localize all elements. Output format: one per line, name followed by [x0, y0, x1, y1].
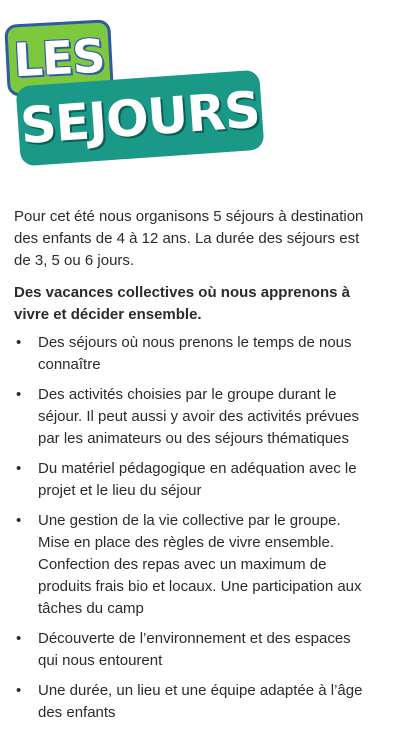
- intro-paragraph: Pour cet été nous organisons 5 séjours à destination des enfants de 4 à 12 ans. La durée des séjours est de 3, 5 ou 6 jours.: [14, 208, 364, 269]
- list-item: [14, 458, 364, 502]
- list-item-text: Découverte de l’environnement et des espaces qui nous entourent: [38, 630, 351, 669]
- bullet-icon: •: [16, 630, 22, 647]
- list-item-text: Des séjours où nous prenons le temps de nous connaître: [38, 334, 352, 373]
- bullet-list: [14, 332, 364, 724]
- bullet-icon: •: [16, 460, 22, 477]
- list-item-text: Une durée, un lieu et une équipe adaptée à l’âge des enfants: [38, 682, 363, 721]
- list-item-text: Une gestion de la vie collective par le groupe. Mise en place des règles de vivre ensemble. Confection des repas avec un maximum de produits frais bio et locaux. Une participation aux tâches du camp: [38, 512, 362, 617]
- list-item: [14, 510, 364, 620]
- list-item-text: Du matériel pédagogique en adéquation avec le projet et le lieu du séjour: [38, 460, 357, 499]
- list-item: [14, 628, 364, 672]
- content: [14, 206, 364, 732]
- title-line-2: SEJOURS: [18, 80, 262, 156]
- list-item: [14, 680, 364, 724]
- page-title: [0, 0, 406, 190]
- bullet-icon: •: [16, 334, 22, 351]
- title-line-1: LES: [12, 28, 106, 88]
- lead-heading: Des vacances collectives où nous apprenons à vivre et décider ensemble.: [14, 284, 350, 323]
- list-item-text: Des activités choisies par le groupe durant le séjour. Il peut aussi y avoir des activités prévues par les animateurs ou des séjours thématiques: [38, 386, 359, 447]
- bullet-icon: •: [16, 386, 22, 403]
- list-item: [14, 384, 364, 450]
- title-banner-sejours: [16, 70, 265, 167]
- list-item: [14, 332, 364, 376]
- bullet-icon: •: [16, 682, 22, 699]
- bullet-icon: •: [16, 512, 22, 529]
